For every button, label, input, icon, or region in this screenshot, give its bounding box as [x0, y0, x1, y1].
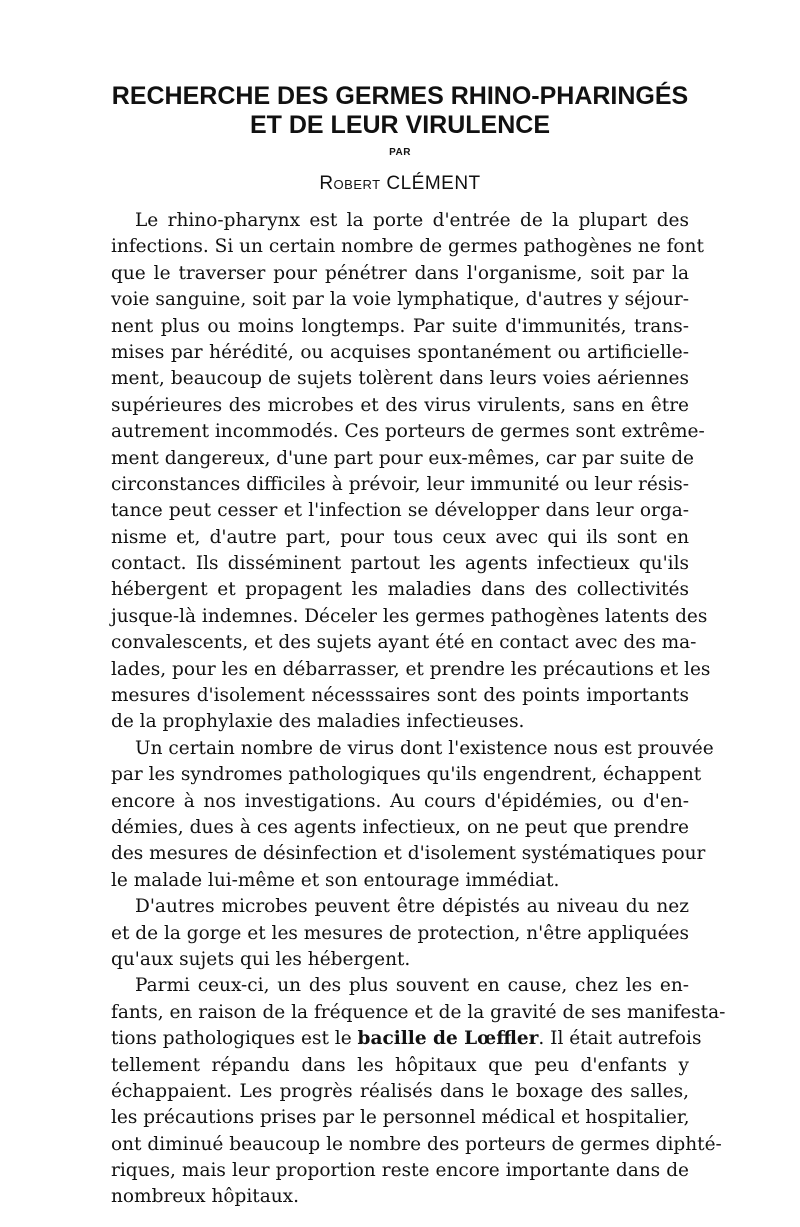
body-line: hébergent et propagent les maladies dans des collectivités	[111, 579, 689, 601]
body-line-segment: . Il était autrefois	[538, 1028, 702, 1050]
body-line: qu'aux sujets qui les hébergent.	[111, 948, 411, 970]
body-line: autrement incommodés. Ces porteurs de germes sont extrême-	[111, 421, 705, 443]
body-line: mesures d'isolement nécesssaires sont des points importants	[111, 685, 689, 707]
author-first-name: Robert	[319, 173, 381, 194]
body-line: convalescents, et des sujets ayant été en contact avec des ma-	[111, 632, 697, 654]
body-line: le malade lui-même et son entourage immédiat.	[111, 869, 560, 891]
body-line: D'autres microbes peuvent être dépistés au niveau du nez	[135, 896, 689, 918]
body-line: Parmi ceux-ci, un des plus souvent en cause, chez les en-	[135, 975, 689, 997]
body-line: Un certain nombre de virus dont l'existence nous est prouvée	[135, 737, 714, 759]
body-line: fants, en raison de la fréquence et de la gravité de ses manifesta-	[111, 1001, 726, 1023]
body-line: supérieures des microbes et des virus virulents, sans en être	[111, 394, 689, 416]
body-line-segment: tions pathologiques est le	[111, 1028, 358, 1050]
article-title-line-2: ET DE LEUR VIRULENCE	[249, 111, 551, 139]
body-line: ment dangereux, d'une part pour eux-mêmes, car par suite de	[111, 447, 694, 469]
body-line: Le rhino-pharynx est la porte d'entrée de la plupart des	[135, 210, 689, 231]
body-line: voie sanguine, soit par la voie lymphatique, d'autres y séjour-	[111, 289, 689, 311]
body-line: de la prophylaxie des maladies infectieuses.	[111, 711, 525, 733]
body-line: les précautions prises par le personnel médical et hospitalier,	[111, 1107, 690, 1129]
body-line: nisme et, d'autre part, pour tous ceux avec qui ils sont en	[111, 526, 689, 548]
body-line: mises par hérédité, ou acquises spontanément ou artificielle-	[111, 341, 689, 363]
body-line: des mesures de désinfection et d'isolement systématiques pour	[111, 843, 706, 865]
body-line: que le traverser pour pénétrer dans l'organisme, soit par la	[111, 262, 689, 284]
body-line: par les syndromes pathologiques qu'ils engendrent, échappent	[111, 764, 702, 786]
author-name	[0, 173, 800, 195]
body-line: lades, pour les en débarrasser, et prendre les précautions et les	[111, 658, 711, 680]
body-line: circonstances difficiles à prévoir, leur immunité ou leur résis-	[111, 473, 689, 495]
body-line: et de la gorge et les mesures de protection, n'être appliquées	[111, 922, 689, 944]
body-line	[111, 1026, 702, 1052]
body-line: contact. Ils disséminent partout les agents infectieux qu'ils	[111, 553, 689, 575]
body-line: démies, dues à ces agents infectieux, on ne peut que prendre	[111, 816, 689, 838]
body-line: tellement répandu dans les hôpitaux que peu d'enfants y	[111, 1054, 689, 1076]
body-line: nent plus ou moins longtemps. Par suite d'immunités, trans-	[111, 315, 689, 337]
author-last-name: CLÉMENT	[386, 173, 481, 194]
body-line: riques, mais leur proportion reste encore importante dans de	[111, 1160, 689, 1182]
bacillus-name: bacille de Lœffler	[357, 1028, 539, 1050]
body-line: encore à nos investigations. Au cours d'épidémies, ou d'en-	[111, 790, 689, 812]
by-label: PAR	[389, 147, 411, 158]
body-line: ment, beaucoup de sujets tolèrent dans leurs voies aériennes	[111, 368, 689, 390]
article-body	[111, 208, 726, 1211]
body-line: infections. Si un certain nombre de germes pathogènes ne font	[111, 236, 704, 258]
body-line: jusque-là indemnes. Déceler les germes pathogènes latents des	[111, 605, 708, 627]
article-title-line-1: RECHERCHE DES GERMES RHINO-PHARINGÉS	[111, 82, 689, 110]
body-line: tance peut cesser et l'infection se développer dans leur orga-	[111, 500, 689, 522]
body-line: échappaient. Les progrès réalisés dans le boxage des salles,	[111, 1080, 689, 1102]
body-line: ont diminué beaucoup le nombre des porteurs de germes diphté-	[111, 1133, 722, 1155]
body-line: nombreux hôpitaux.	[111, 1186, 299, 1208]
